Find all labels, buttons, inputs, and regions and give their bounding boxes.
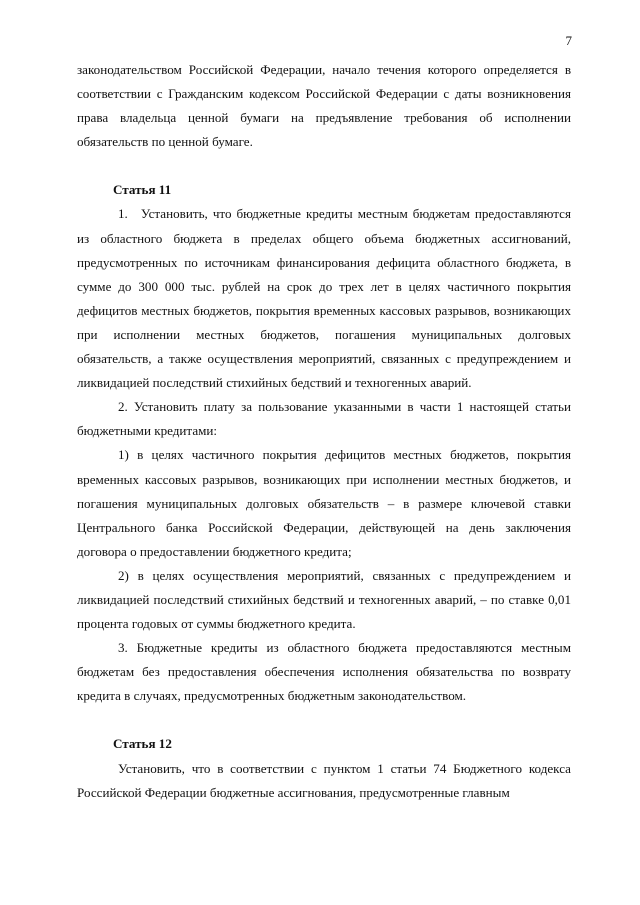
article-11-paragraph-2: 2. Установить плату за пользование указанными в части 1 настоящей статьи бюджетными кредитами: (77, 399, 571, 439)
intro-paragraph: законодательством Российской Федерации, начало течения которого определяется в соответствии с Гражданским кодексом Российской Федерации с даты возникновения права владельца ценной бумаги на предъявление требования об исполнении обязательств по ценной бумаге. (77, 62, 571, 150)
article-12-heading: Статья 12 (113, 736, 172, 752)
article-11-subparagraph-1: 1) в целях частичного покрытия дефицитов местных бюджетов, покрытия временных кассовых разрывов, возникающих при исполнении местных бюджетов, и погашения муниципальных долговых обязательств – в размере ключевой ставки Центрального банка Российской Федерации, действующей на день заключения договора о предоставлении бюджетного кредита; (77, 447, 571, 559)
article-12-paragraph-1: Установить, что в соответствии с пунктом 1 статьи 74 Бюджетного кодекса Российской Федерации бюджетные ассигнования, предусмотренные главным (77, 760, 571, 800)
article-11-paragraph-1: 1. Установить, что бюджетные кредиты местным бюджетам предоставляются из областного бюджета в пределах общего объема бюджетных ассигнований, предусмотренных по источникам финансирования дефицита областного бюджета, в сумме до 300 000 тыс. рублей на срок до трех лет в целях частичного покрытия дефицитов местных бюджетов, покрытия временных кассовых разрывов, возникающих при исполнении местных бюджетов, погашения муниципальных долговых обязательств, а также осуществления мероприятий, связанных с предупреждением и ликвидацией последствий стихийных бедствий и техногенных аварий. (77, 206, 571, 391)
document-body (77, 58, 571, 805)
article-11-paragraph-3: 3. Бюджетные кредиты из областного бюджета предоставляются местным бюджетам без предоставления обеспечения исполнения обязательства по возврату кредита в случаях, предусмотренных бюджетным законодательством. (77, 640, 571, 704)
page-number: 7 (565, 33, 572, 48)
article-11-heading: Статья 11 (113, 182, 172, 198)
article-11-subparagraph-2: 2) в целях осуществления мероприятий, связанных с предупреждением и ликвидацией последствий стихийных бедствий и техногенных аварий, – по ставке 0,01 процента годовых от суммы бюджетного кредита. (77, 567, 571, 632)
